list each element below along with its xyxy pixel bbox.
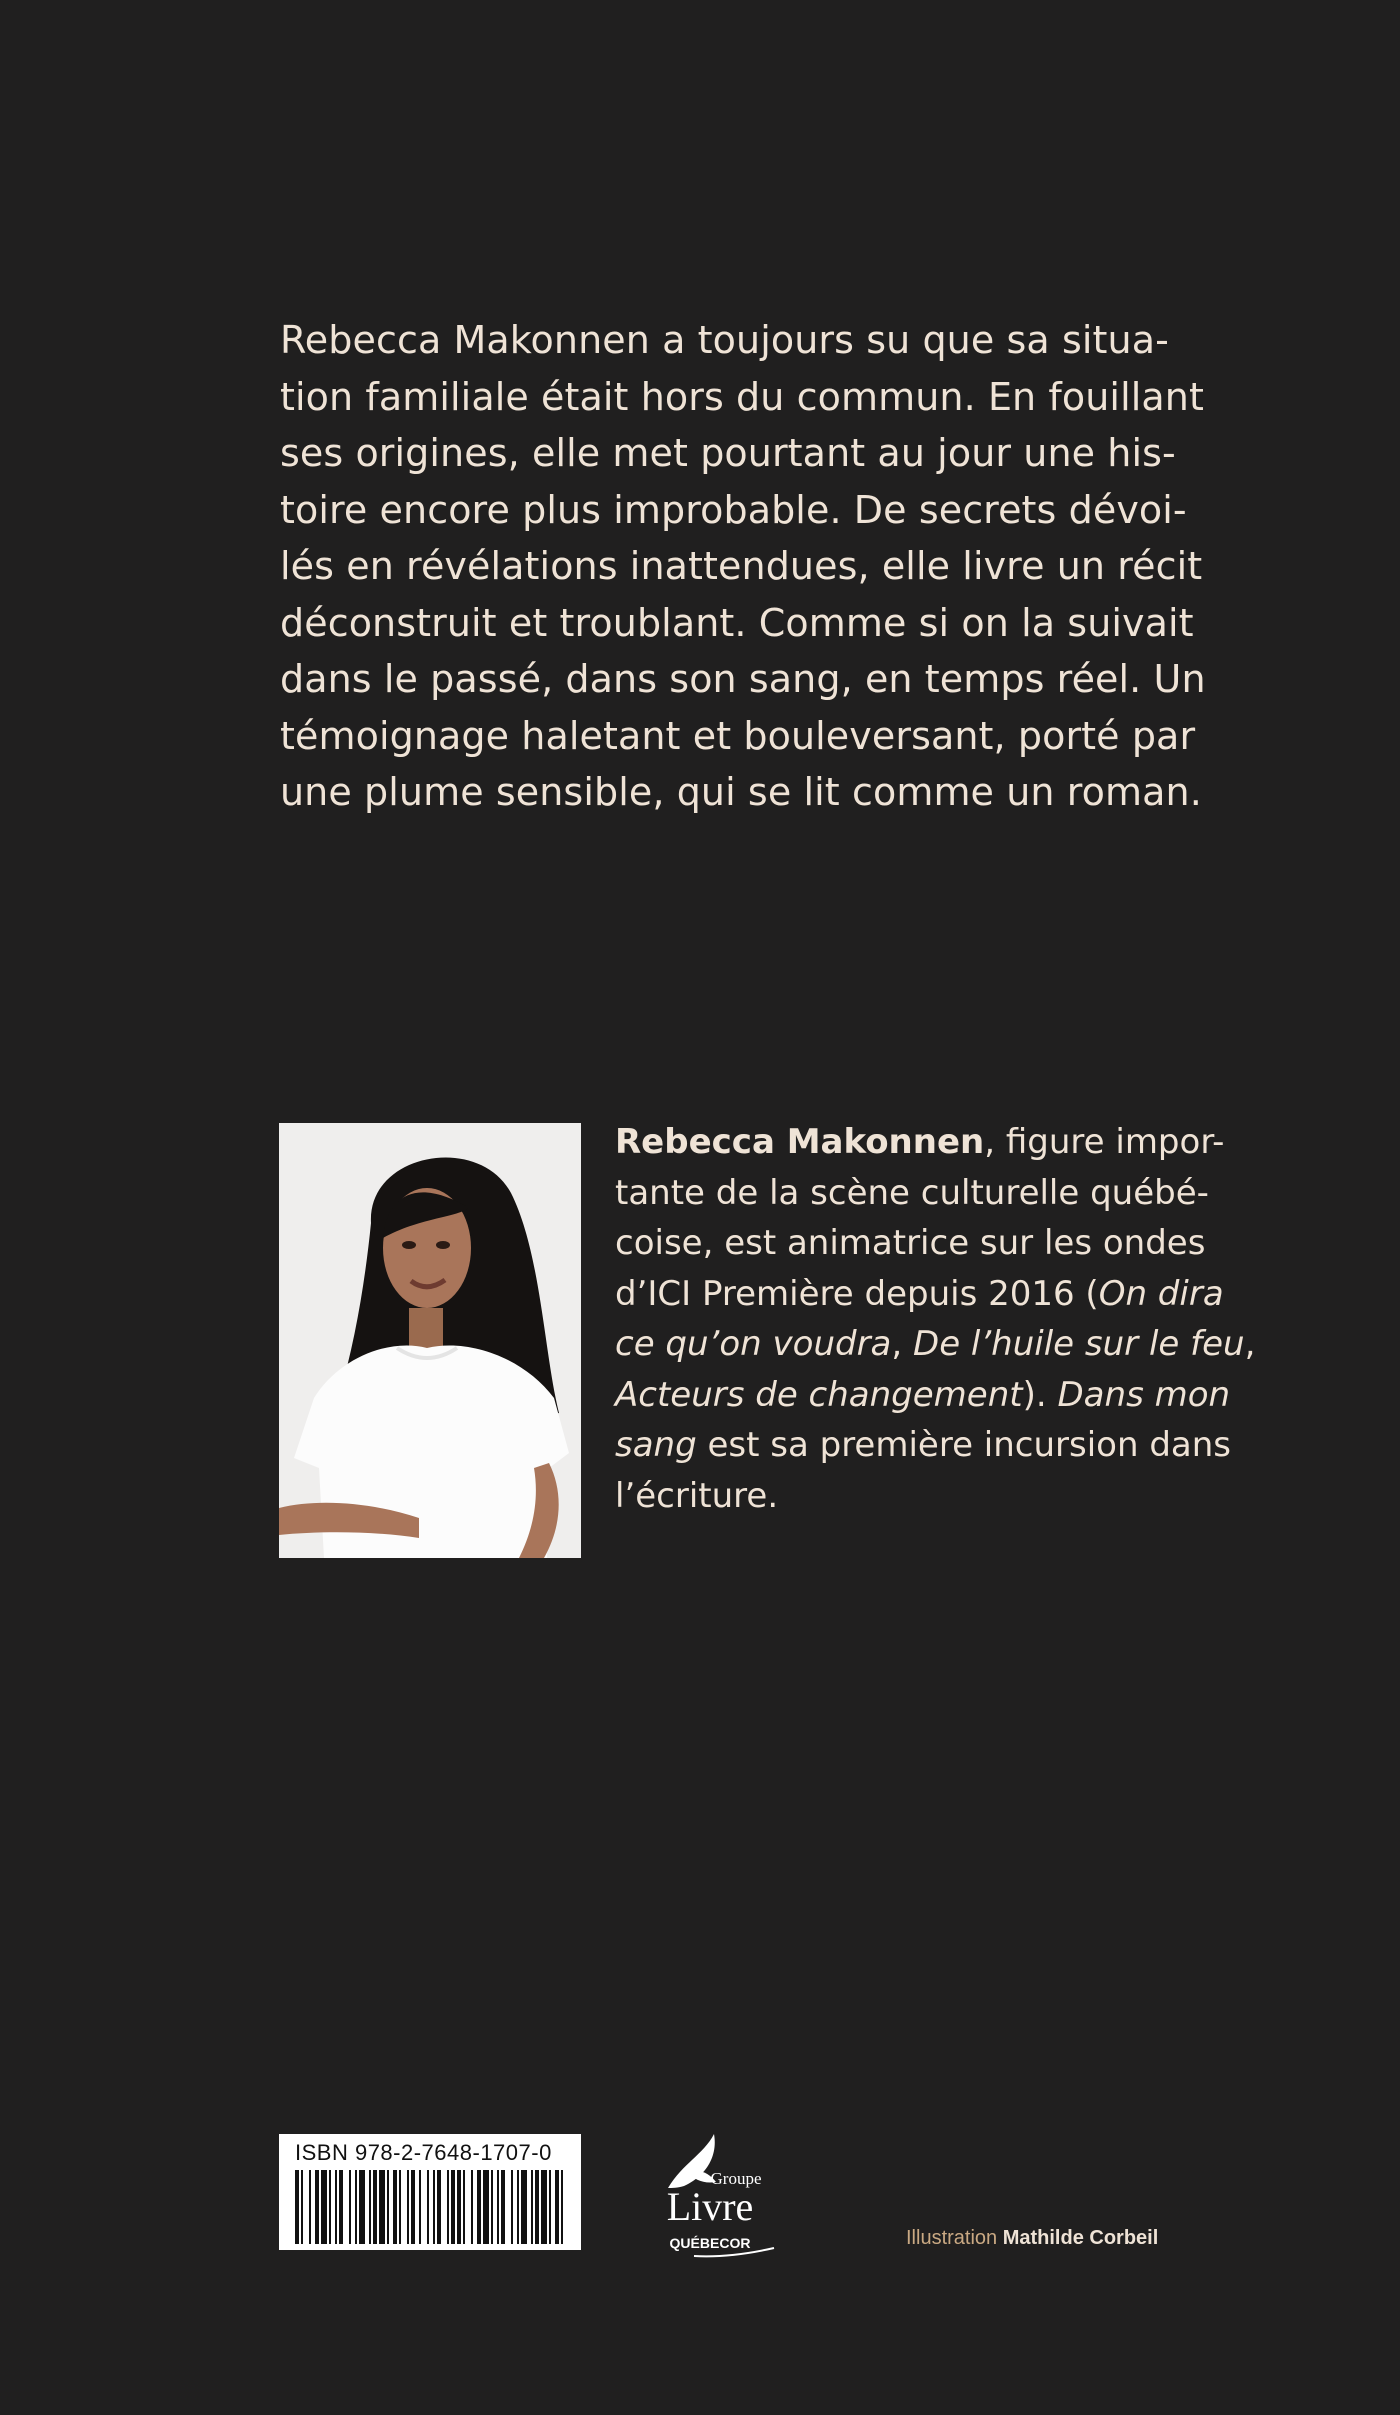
bio-line: tante de la scène culturelle québé- bbox=[615, 1172, 1209, 1213]
bio-text: est sa première incursion dans bbox=[696, 1425, 1232, 1465]
publisher-logo bbox=[640, 2130, 790, 2280]
barcode-bars bbox=[295, 2170, 565, 2244]
back-cover-blurb bbox=[280, 312, 1206, 821]
bio-line bbox=[615, 1420, 1232, 1471]
show-title: ce qu’on voudra bbox=[615, 1324, 892, 1364]
bio-text: d’ICI Première depuis 2016 ( bbox=[615, 1273, 1099, 1314]
blurb-line: Rebecca Makonnen a toujours su que sa situa- bbox=[280, 318, 1169, 362]
show-title: Acteurs de changement bbox=[615, 1374, 1023, 1415]
blurb-line: toire encore plus improbable. De secrets dévoi- bbox=[280, 487, 1187, 532]
book-title: Dans mon bbox=[1057, 1374, 1231, 1415]
bio-line: coise, est animatrice sur les ondes bbox=[615, 1223, 1206, 1263]
blurb-line: ses origines, elle met pourtant au jour une his- bbox=[280, 431, 1176, 475]
author-name: Rebecca Makonnen bbox=[615, 1122, 985, 1162]
bio-text: ). bbox=[1022, 1374, 1058, 1415]
blurb-line: une plume sensible, qui se lit comme un roman. bbox=[280, 770, 1202, 814]
publisher-line2: Livre bbox=[666, 2184, 754, 2229]
bio-line: l’écriture. bbox=[615, 1475, 779, 1516]
author-photo bbox=[279, 1123, 581, 1558]
illustration-credit bbox=[906, 2227, 1158, 2250]
publisher-line3: QUÉBECOR bbox=[669, 2235, 751, 2251]
bio-text: , bbox=[891, 1324, 914, 1364]
blurb-line: lés en révélations inattendues, elle livre un récit bbox=[280, 544, 1203, 588]
bio-text: , figure impor- bbox=[984, 1122, 1225, 1162]
bio-text: , bbox=[1244, 1324, 1256, 1364]
illustrator-name: Mathilde Corbeil bbox=[1002, 2227, 1159, 2249]
bio-line bbox=[615, 1117, 1225, 1168]
bio-line bbox=[615, 1370, 1231, 1421]
credit-label: Illustration bbox=[906, 2227, 998, 2249]
show-title: De l’huile sur le feu bbox=[913, 1324, 1245, 1364]
bio-line bbox=[615, 1319, 1256, 1370]
blurb-line: déconstruit et troublant. Comme si on la suivait bbox=[280, 600, 1194, 645]
publisher-line1: Groupe bbox=[710, 2169, 762, 2188]
blurb-line: dans le passé, dans son sang, en temps réel. Un bbox=[280, 657, 1206, 701]
blurb-line: témoignage haletant et bouleversant, porté par bbox=[280, 713, 1196, 758]
bio-line bbox=[615, 1269, 1224, 1320]
blurb-line: tion familiale était hors du commun. En fouillant bbox=[280, 374, 1204, 419]
show-title: On dira bbox=[1098, 1273, 1224, 1314]
book-title: sang bbox=[615, 1425, 697, 1465]
author-bio bbox=[615, 1117, 1256, 1521]
isbn-barcode bbox=[279, 2134, 581, 2250]
isbn-number: ISBN 978-2-7648-1707-0 bbox=[295, 2140, 552, 2165]
